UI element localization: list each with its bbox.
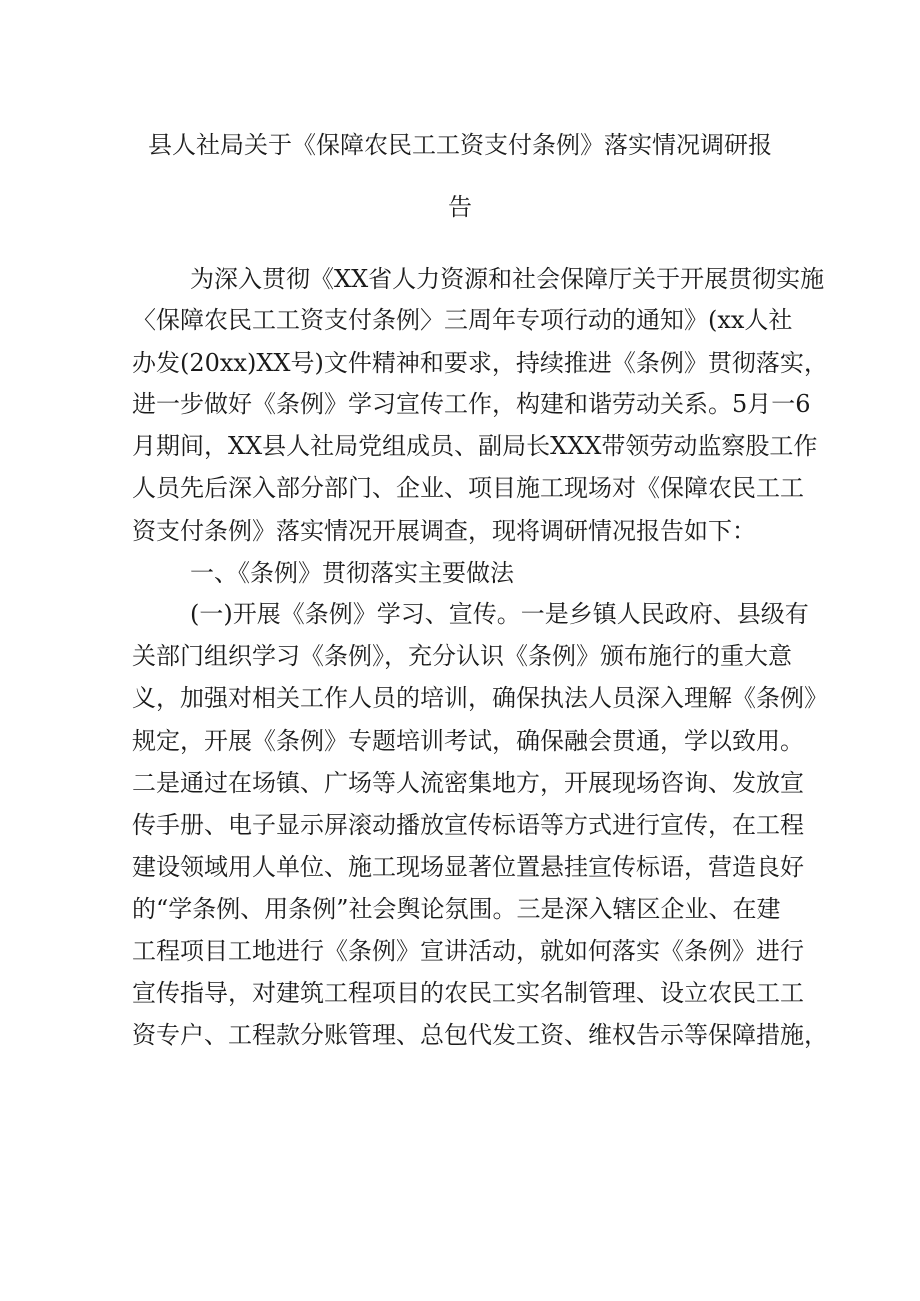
document-title-line-2: 告 bbox=[448, 193, 472, 221]
paragraph-1-line-5: 月期间，XX县人社局党组成员、副局长XXX带领劳动监察股工作 bbox=[132, 432, 818, 460]
paragraph-1-line-7: 资支付条例》落实情况开展调查，现将调研情况报告如下： bbox=[132, 517, 756, 545]
paragraph-2-line-3: 义，加强对相关工作人员的培训，确保执法人员深入理解《条例》 bbox=[132, 684, 828, 712]
paragraph-2-line-9: 工程项目工地进行《条例》宣讲活动，就如何落实《条例》进行 bbox=[132, 937, 804, 965]
paragraph-1-line-1: 为深入贯彻《XX省人力资源和社会保障厅关于开展贯彻实施 bbox=[190, 265, 825, 293]
paragraph-2-line-1: (一)开展《条例》学习、宣传。一是乡镇人民政府、县级有 bbox=[190, 600, 809, 628]
document-title-line-1: 县人社局关于《保障农民工工资支付条例》落实情况调研报 bbox=[148, 131, 772, 159]
paragraph-2-line-8: 的“学条例、用条例”社会舆论氛围。三是深入辖区企业、在建 bbox=[132, 895, 781, 923]
paragraph-2-line-10: 宣传指导，对建筑工程项目的农民工实名制管理、设立农民工工 bbox=[132, 979, 804, 1007]
paragraph-1-line-6: 人员先后深入部分部门、企业、项目施工现场对《保障农民工工 bbox=[132, 474, 804, 502]
paragraph-2-line-2: 关部门组织学习《条例》，充分认识《条例》颁布施行的重大意 bbox=[132, 642, 792, 670]
paragraph-2-line-7: 建设领域用人单位、施工现场显著位置悬挂宣传标语，营造良好 bbox=[132, 853, 804, 881]
paragraph-1-line-3: 办发(20xx)XX号)文件精神和要求，持续推进《条例》贯彻落实， bbox=[132, 349, 828, 377]
paragraph-2-line-4: 规定，开展《条例》专题培训考试，确保融会贯通，学以致用。 bbox=[132, 727, 804, 755]
paragraph-2-line-5: 二是通过在场镇、广场等人流密集地方，开展现场咨询、发放宣 bbox=[132, 769, 804, 797]
section-heading-1: 一、《条例》贯彻落实主要做法 bbox=[190, 559, 514, 587]
paragraph-1-line-4: 进一步做好《条例》学习宣传工作，构建和谐劳动关系。5月一6 bbox=[132, 390, 811, 418]
paragraph-1-line-2: 〈保障农民工工资支付条例〉三周年专项行动的通知》(xx人社 bbox=[132, 306, 793, 334]
paragraph-2-line-11: 资专户、工程款分账管理、总包代发工资、维权告示等保障措施， bbox=[132, 1021, 828, 1049]
paragraph-2-line-6: 传手册、电子显示屏滚动播放宣传标语等方式进行宣传，在工程 bbox=[132, 811, 804, 839]
